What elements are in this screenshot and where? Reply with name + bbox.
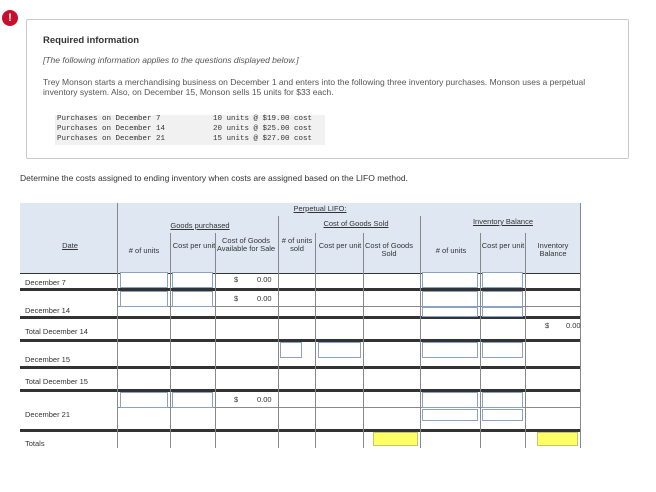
- dec21-inv-cost-input-2[interactable]: [482, 409, 523, 421]
- dec14-inv-units-input-1[interactable]: [422, 291, 478, 307]
- dec14-units-input[interactable]: [120, 291, 168, 307]
- column-inv-cost-per-unit: Cost per unit: [481, 241, 525, 250]
- dec7-inv-cost-input[interactable]: [482, 272, 523, 288]
- currency-symbol: $: [545, 321, 550, 330]
- row-label-total-december-14: Total December 14: [25, 327, 88, 336]
- column-cost-available: Cost of Goods Available for Sale: [216, 236, 276, 253]
- total-dec14-balance-value: 0.00: [566, 321, 581, 330]
- column-inv-balance: Inventory Balance: [537, 241, 569, 258]
- purchase-label: Purchases on December 14: [57, 125, 166, 133]
- dec14-inv-cost-input-2[interactable]: [482, 307, 523, 317]
- purchase-label: Purchases on December 21: [57, 135, 166, 143]
- column-cost-per-unit: Cost per unit: [172, 241, 216, 250]
- lifo-table: [20, 203, 587, 448]
- dec7-cost-available-value: 0.00: [257, 275, 272, 284]
- dec14-inv-units-input-2[interactable]: [422, 307, 478, 317]
- dec21-units-input[interactable]: [120, 392, 168, 408]
- col-divider: [480, 233, 481, 448]
- currency-symbol: $: [234, 294, 239, 303]
- alert-exclamation-icon: !: [2, 10, 18, 26]
- dec7-cost-per-unit-input[interactable]: [172, 272, 213, 288]
- table-title: Perpetual LIFO:: [293, 204, 347, 213]
- purchase-row: [55, 125, 325, 135]
- dec14-cost-per-unit-input[interactable]: [172, 291, 213, 307]
- dec21-cost-per-unit-input[interactable]: [172, 392, 213, 408]
- column-date: Date: [62, 241, 78, 250]
- col-divider: [525, 233, 526, 448]
- dec15-units-sold-input[interactable]: [280, 342, 302, 358]
- col-divider: [170, 233, 171, 448]
- row-label-december-15: December 15: [25, 355, 71, 364]
- row-label-december-7: December 7: [25, 278, 66, 287]
- cogs-heading: Cost of Goods Sold: [323, 219, 389, 228]
- purchase-detail: 15 units @ $27.00 cost: [213, 135, 313, 143]
- dec21-inv-cost-input-1[interactable]: [482, 392, 523, 408]
- info-note: [The following information applies to the questions displayed below.]: [43, 55, 299, 65]
- purchase-row: [55, 115, 325, 125]
- row-label-total-december-15: Total December 15: [25, 377, 88, 386]
- col-divider: [420, 216, 421, 448]
- row-label-totals: Totals: [25, 439, 45, 448]
- header-bg: [117, 203, 580, 273]
- header-date-bg: [20, 203, 117, 273]
- row-label-december-14: December 14: [25, 306, 71, 315]
- required-information-panel: [26, 19, 629, 159]
- row-divider: [20, 366, 580, 369]
- purchases-list: [55, 115, 325, 145]
- column-units: # of units: [128, 246, 160, 255]
- column-cogs-total: Cost of Goods Sold: [365, 241, 413, 258]
- dec14-inv-cost-input-1[interactable]: [482, 291, 523, 307]
- goods-purchased-heading: Goods purchased: [170, 221, 230, 230]
- column-inv-units: # of units: [435, 246, 467, 255]
- question-text: Determine the costs assigned to ending inventory when costs are assigned based on the LIFO method.: [20, 173, 408, 183]
- purchase-label: Purchases on December 7: [57, 115, 161, 123]
- inventory-balance-heading: Inventory Balance: [472, 217, 534, 226]
- dec21-inv-units-input-1[interactable]: [422, 392, 478, 408]
- purchase-detail: 20 units @ $25.00 cost: [213, 125, 313, 133]
- col-divider: [363, 233, 364, 448]
- dec15-cogs-per-unit-input[interactable]: [318, 342, 361, 358]
- info-description: Trey Monson starts a merchandising business on December 1 and enters into the following three inventory purchases. Monson uses a perpetual inventory system. Also, on December 15, Monson sells 15 units for $33 each.: [43, 77, 586, 97]
- dec7-inv-units-input[interactable]: [422, 272, 478, 288]
- column-units-sold: # of units sold: [281, 236, 313, 253]
- row-label-december-21: December 21: [25, 410, 71, 419]
- dec21-inv-units-input-2[interactable]: [422, 409, 478, 421]
- column-cogs-per-unit: Cost per unit: [318, 241, 362, 250]
- currency-symbol: $: [234, 395, 239, 404]
- totals-inventory-balance-field[interactable]: [537, 432, 578, 446]
- row-divider: [20, 429, 580, 432]
- info-title: Required information: [43, 35, 140, 46]
- purchase-row: [55, 135, 325, 145]
- currency-symbol: $: [234, 275, 239, 284]
- col-divider: [117, 203, 118, 448]
- dec21-cost-available-value: 0.00: [257, 395, 272, 404]
- purchase-detail: 10 units @ $19.00 cost: [213, 115, 313, 123]
- col-divider: [278, 216, 279, 448]
- totals-cogs-field[interactable]: [373, 432, 418, 446]
- col-divider: [315, 233, 316, 448]
- dec7-units-input[interactable]: [120, 272, 168, 288]
- col-divider: [215, 233, 216, 448]
- dec15-inv-units-input[interactable]: [422, 342, 478, 358]
- dec15-inv-cost-input[interactable]: [482, 342, 523, 358]
- dec14-cost-available-value: 0.00: [257, 294, 272, 303]
